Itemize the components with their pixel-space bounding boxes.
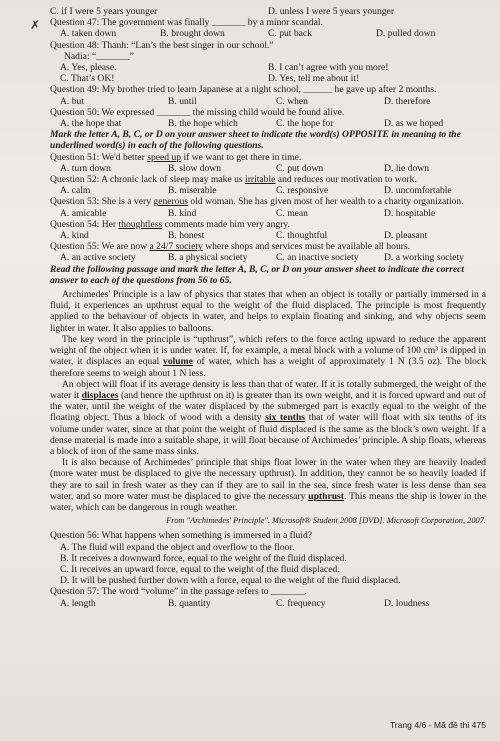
q55-option-d: D. a working society xyxy=(384,252,464,264)
pen-mark-icon: ✗ xyxy=(30,18,41,32)
q50-option-a: A. the hope that xyxy=(60,118,122,130)
q47-option-d: D. pulled down xyxy=(376,28,436,40)
q53-option-b: B. kind xyxy=(168,207,197,219)
q48-stem: Question 48: Thanh: “Lan’s the best singer in our school.” xyxy=(50,39,274,51)
q54-option-d: D. pleasant xyxy=(384,230,428,242)
q49-options xyxy=(50,96,486,107)
q57-option-b: B. quantity xyxy=(168,597,211,609)
q49-option-c: C. when xyxy=(276,95,308,107)
passage-p3-a: An object will float if its average density is less than that of water. If it is totally submerged, the weight of the water it xyxy=(50,378,486,401)
passage-paragraph-3 xyxy=(50,379,486,457)
q52-stem-pre: Question 52: A chronic lack of sleep may make us xyxy=(50,174,246,186)
q51-stem xyxy=(50,152,486,163)
q56-option-a: A. The fluid will expand the object and overflow to the floor. xyxy=(60,541,295,553)
q49-stem: Question 49: My brother tried to learn Japanese at a night school, ______ he gave up after 2 months. xyxy=(50,84,437,96)
q46-option-c: C. if I were 5 years younger xyxy=(50,6,158,17)
q48-nadia: Nadia: “_______” xyxy=(64,50,135,62)
q55-option-c: C. an inactive society xyxy=(276,252,359,264)
q54-option-a: A. kind xyxy=(60,230,89,242)
q52-option-b: B. miserable xyxy=(168,185,217,197)
instruction-passage: Read the following passage and mark the letter A, B, C, or D on your answer sheet to indicate the correct answer to each of the questions from 56 to 65. xyxy=(50,263,465,286)
q51-option-c: C. put down xyxy=(276,162,324,174)
q48-options-ab xyxy=(50,62,486,73)
q47-option-b: B. brought down xyxy=(160,28,225,40)
q52-option-c: C. responsive xyxy=(276,185,329,197)
q51-stem-pre: Question 51: We'd better xyxy=(50,151,148,163)
passage-p4-a: It is also because of Archimedes’ principle that ships float lower in the water when they are heavily loaded (more water must be displaced to give the necessary upthrust). In addition, they cannot be so heavily loaded if they are to sail in fresh water as they can if they are to sail in the sea, since fresh water is less dense than sea water, and so more water must be displaced to give the necessary xyxy=(50,457,486,502)
q51-options xyxy=(50,163,486,174)
passage-p4-b: . This means the ship is lower in the water, which can be dangerous in rough weather. xyxy=(50,490,486,513)
q56-option-d: D. It will be pushed further down with a force, equal to the weight of the fluid displaced. xyxy=(60,575,401,587)
q54-option-c: C. thoughtful xyxy=(276,230,328,242)
q50-option-b: B. the hope which xyxy=(168,118,238,130)
passage-p3-c: that of water will float with six tenths of its volume under water, since at that point the weight of fluid displaced is the same as the block’s own weight. If a dense material is made into a suitable shape, it will float because of Archimedes’ principle. A ship floats, whereas a block of iron of the same mass sinks. xyxy=(50,412,486,457)
q51-option-b: B. slow down xyxy=(168,162,222,174)
q47-stem: Question 47: The government was finally _______ by a minor scandal. xyxy=(50,17,323,29)
q53-options xyxy=(50,208,486,219)
q48-option-d: D. Yes, tell me about it! xyxy=(268,73,360,85)
q49-option-a: A. but xyxy=(60,95,84,107)
q54-underlined: thoughtless xyxy=(118,218,163,230)
passage-volume-underlined: volume xyxy=(163,356,193,368)
passage-p3-b: (and hence the upthrust on it) is greater than its own weight, and it is forced upward and out of the water, until the weight of the water displaced by the submerged part is exactly equal to the weight of the floating object. Thus a block of wood with a density xyxy=(50,389,487,424)
q54-option-b: B. honest xyxy=(168,230,205,242)
q49-option-b: B. until xyxy=(168,95,197,107)
page-footer: Trang 4/6 - Mã đề thi 475 xyxy=(389,719,486,730)
q47-options xyxy=(50,28,486,39)
q52-options xyxy=(50,185,486,196)
q52-underlined: irritable xyxy=(245,174,276,186)
q55-underlined: a 24/7 society xyxy=(149,241,203,253)
q55-stem xyxy=(50,241,486,252)
q50-option-d: D. as we hoped xyxy=(384,118,444,130)
q52-option-a: A. calm xyxy=(60,185,91,197)
q51-underlined: speed up xyxy=(147,151,182,163)
q48-option-b: B. I can’t agree with you more! xyxy=(268,62,389,74)
passage-upthrust-underlined: upthrust xyxy=(308,490,344,502)
q57-option-a: A. length xyxy=(60,597,96,609)
q53-underlined: generous xyxy=(153,196,189,208)
instruction-opposite: Mark the letter A, B, C, or D on your answer sheet to indicate the word(s) OPPOSITE in meaning to the underlined word(s) in each of the following questions. xyxy=(50,129,461,152)
q57-options xyxy=(50,598,486,609)
q55-stem-post: where shops and services must be available all hours. xyxy=(202,241,411,253)
passage-paragraph-1: Archimedes' Principle is a law of physics that states that when an object is totally or partially immersed in a fluid, it experiences an upthrust equal to the weight of the fluid displaced. The principle is most frequently applied to the behaviour of objects in water, and helps to explain floating and sinking, and why objects seem lighter in water. It also applies to balloons. xyxy=(50,289,486,334)
q55-option-a: A. an active society xyxy=(60,252,136,264)
q57-option-d: D. loudness xyxy=(384,597,430,609)
q52-stem xyxy=(50,174,486,185)
q47-option-c: C. put back xyxy=(268,28,312,40)
passage-paragraph-4 xyxy=(50,457,486,513)
q57-stem: Question 57: The word “volume” in the passage refers to _______. xyxy=(50,586,307,598)
q56-stem: Question 56: What happens when something is immersed in a fluid? xyxy=(50,530,313,542)
q52-option-d: D. uncomfortable xyxy=(384,185,452,197)
q51-stem-post: if we want to get there in time. xyxy=(181,151,302,163)
passage-six-tenths-underlined: six tenths xyxy=(265,412,306,424)
q48-options-cd xyxy=(50,73,486,84)
passage-p2-b: of water, which has a weight of approximately 1 N (3.5 oz). The block therefore seems to weigh about 1 N less. xyxy=(50,356,487,379)
q54-stem xyxy=(50,219,486,230)
q50-options xyxy=(50,118,486,129)
q53-option-c: C. mean xyxy=(276,207,308,219)
q48-option-a: A. Yes, please. xyxy=(60,62,117,74)
q56-option-b: B. It receives a downward force, equal to the weight of the fluid displaced. xyxy=(60,552,347,564)
q51-option-a: A. turn down xyxy=(60,162,111,174)
q49-option-d: D. therefore xyxy=(384,95,431,107)
q55-stem-pre: Question 55: We are now xyxy=(50,241,150,253)
q57-option-c: C. frequency xyxy=(276,597,326,609)
q52-stem-post: and reduces our motivation to work. xyxy=(275,174,417,186)
q53-stem-pre: Question 53: She is a very xyxy=(50,196,154,208)
q51-option-d: D. lie down xyxy=(384,162,430,174)
passage-p2-a: The key word in the principle is “upthrust”, which refers to the force acting upward to reduce the apparent weight of the object when it is under water. If, for example, a metal block with a volume of 100 cm³ is dipped in water, it displaces an equal xyxy=(50,333,486,368)
q50-option-c: C. the hope for xyxy=(276,118,334,130)
q54-stem-pre: Question 54: Her xyxy=(50,218,119,230)
q46-options xyxy=(50,6,486,17)
q55-option-b: B. a physical society xyxy=(168,252,248,264)
q46-option-d: D. unless I were 5 years younger xyxy=(268,6,395,17)
q53-stem xyxy=(50,196,486,207)
q50-stem: Question 50: We expressed _______ the missing child would be found alive. xyxy=(50,106,345,118)
q47-option-a: A. taken down xyxy=(60,28,117,40)
q53-option-a: A. amicable xyxy=(60,207,107,219)
q54-options xyxy=(50,230,486,241)
q56-option-c: C. It receives an upward force, equal to the weight of the fluid displaced. xyxy=(60,563,340,575)
q53-stem-post: old woman. She has given most of her wealth to a charity organization. xyxy=(188,196,464,208)
q48-option-c: C. That’s OK! xyxy=(60,73,115,85)
q53-option-d: D. hospitable xyxy=(384,207,436,219)
q55-options xyxy=(50,252,486,263)
passage-source: From "Archimedes' Principle". Microsoft® Student 2008 [DVD]. Microsoft Corporation, 2007. xyxy=(166,516,486,526)
passage-paragraph-2 xyxy=(50,334,486,379)
passage-displaces-underlined: displaces xyxy=(81,389,119,401)
q54-stem-post: comments made him very angry. xyxy=(162,218,290,230)
